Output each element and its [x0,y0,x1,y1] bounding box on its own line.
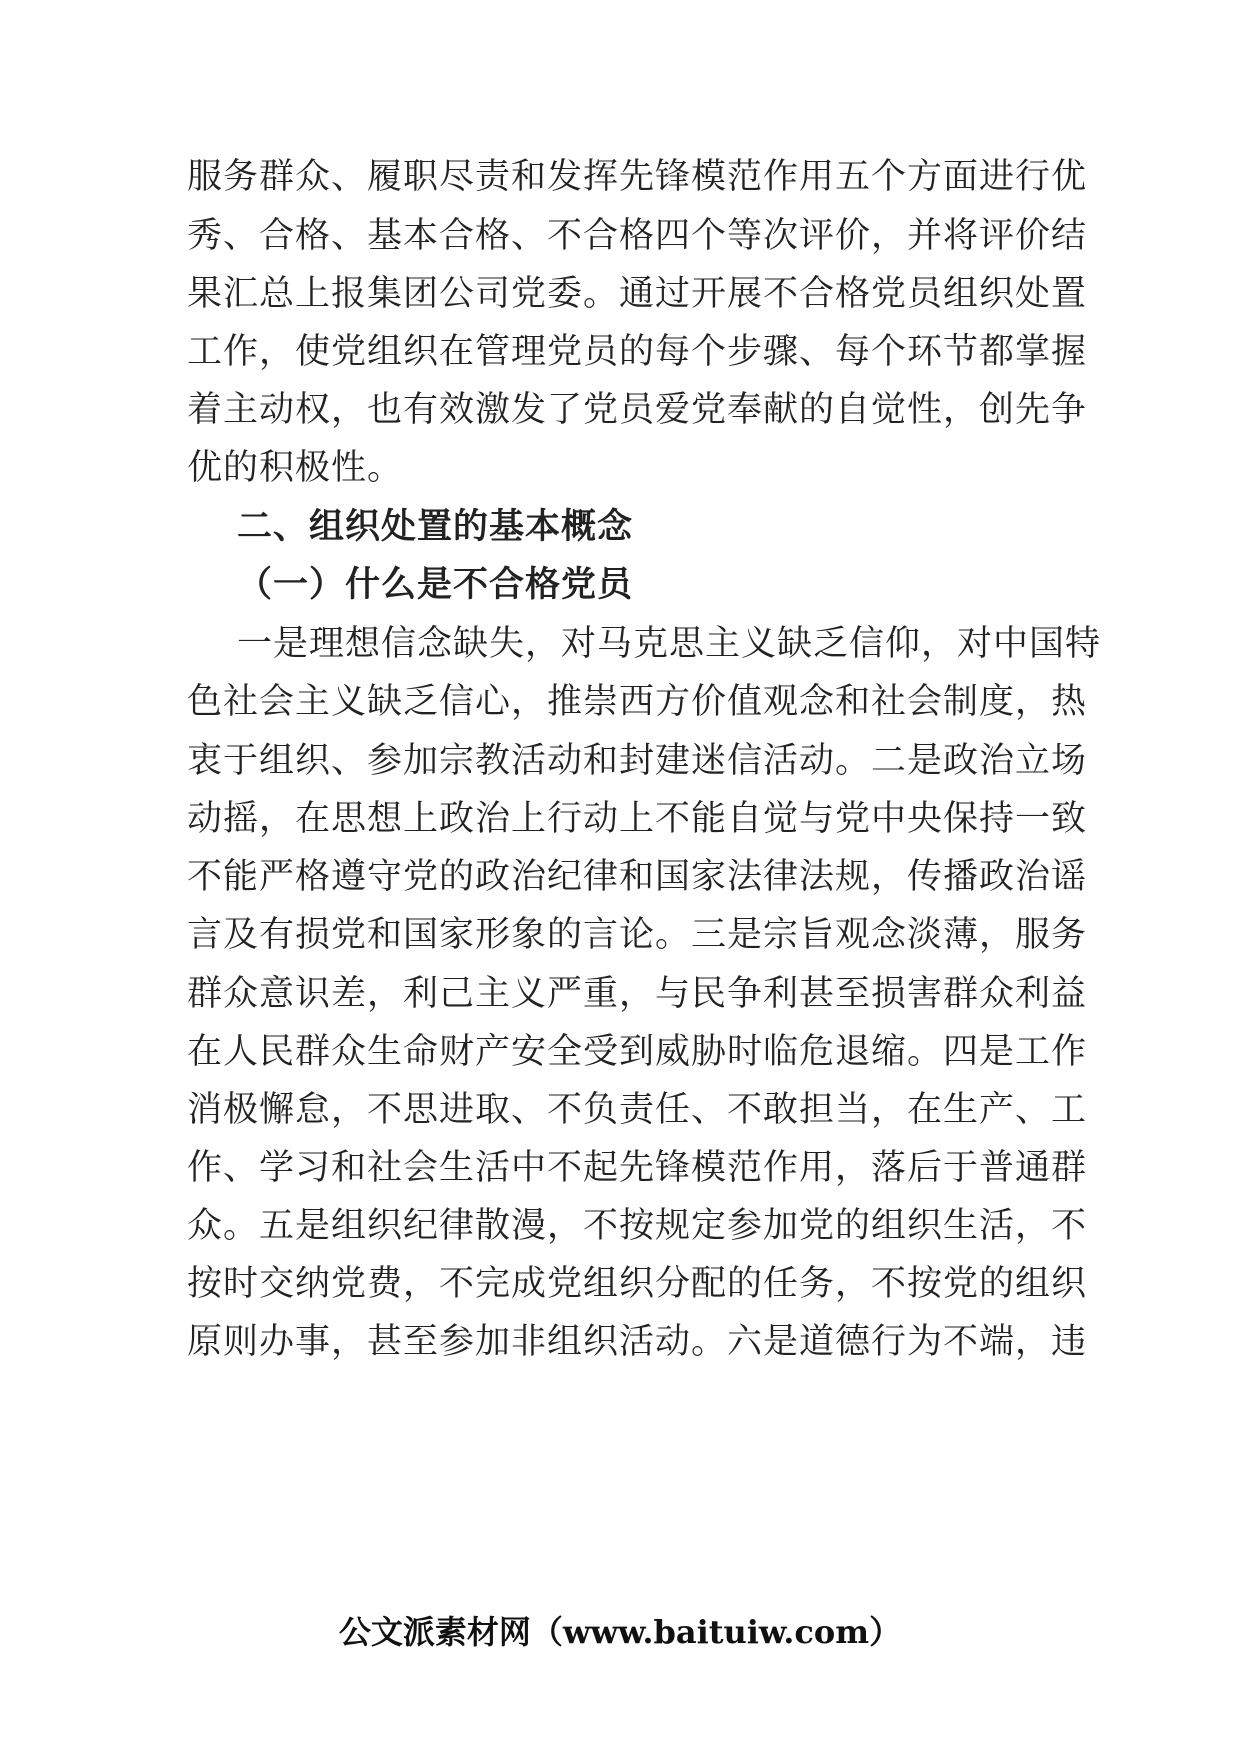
paragraph-1-line-5: 着主动权，也有效激发了党员爱党奉献的自觉性，创先争 [187,390,1088,430]
paragraph-1-line-2: 秀、合格、基本合格、不合格四个等次评价，并将评价结 [187,216,1088,256]
paragraph-2-line-3: 衷于组织、参加宗教活动和封建迷信活动。二是政治立场 [187,741,1088,781]
paragraph-2-line-2: 色社会主义缺乏信心，推崇西方价值观念和社会制度，热 [187,682,1088,722]
paragraph-2-line-4: 动摇，在思想上政治上行动上不能自觉与党中央保持一致 [187,799,1088,839]
paragraph-2-line-8: 在人民群众生命财产安全受到威胁时临危退缩。四是工作 [187,1032,1088,1072]
paragraph-2-line-6: 言及有损党和国家形象的言论。三是宗旨观念淡薄，服务 [187,915,1088,955]
paragraph-1-line-6: 优的积极性。 [187,448,404,488]
paragraph-1-line-1: 服务群众、履职尽责和发挥先锋模范作用五个方面进行优 [187,157,1088,197]
paragraph-2-line-12: 按时交纳党费，不完成党组织分配的任务，不按党的组织 [187,1264,1088,1304]
paragraph-1-line-4: 工作，使党组织在管理党员的每个步骤、每个环节都掌握 [187,332,1088,372]
paragraph-2-line-10: 作、学习和社会生活中不起先锋模范作用，落后于普通群 [187,1148,1088,1188]
subsection-heading: （一）什么是不合格党员 [237,565,634,605]
paragraph-2-line-11: 众。五是组织纪律散漫，不按规定参加党的组织生活，不 [187,1206,1088,1246]
paragraph-2-line-9: 消极懈怠，不思进取、不负责任、不敢担当，在生产、工 [187,1090,1088,1130]
paragraph-2-line-7: 群众意识差，利己主义严重，与民争利甚至损害群众利益 [187,974,1088,1014]
footer-watermark-text: 公文派素材网（www.baituiw.com） [338,1613,902,1651]
paragraph-2-line-1: 一是理想信念缺失，对马克思主义缺乏信仰，对中国特 [237,624,1102,664]
paragraph-2-line-5: 不能严格遵守党的政治纪律和国家法律法规，传播政治谣 [187,857,1088,897]
paragraph-1-line-3: 果汇总上报集团公司党委。通过开展不合格党员组织处置 [187,274,1088,314]
paragraph-2-line-13: 原则办事，甚至参加非组织活动。六是道德行为不端，违 [187,1322,1088,1362]
section-heading: 二、组织处置的基本概念 [237,507,634,547]
